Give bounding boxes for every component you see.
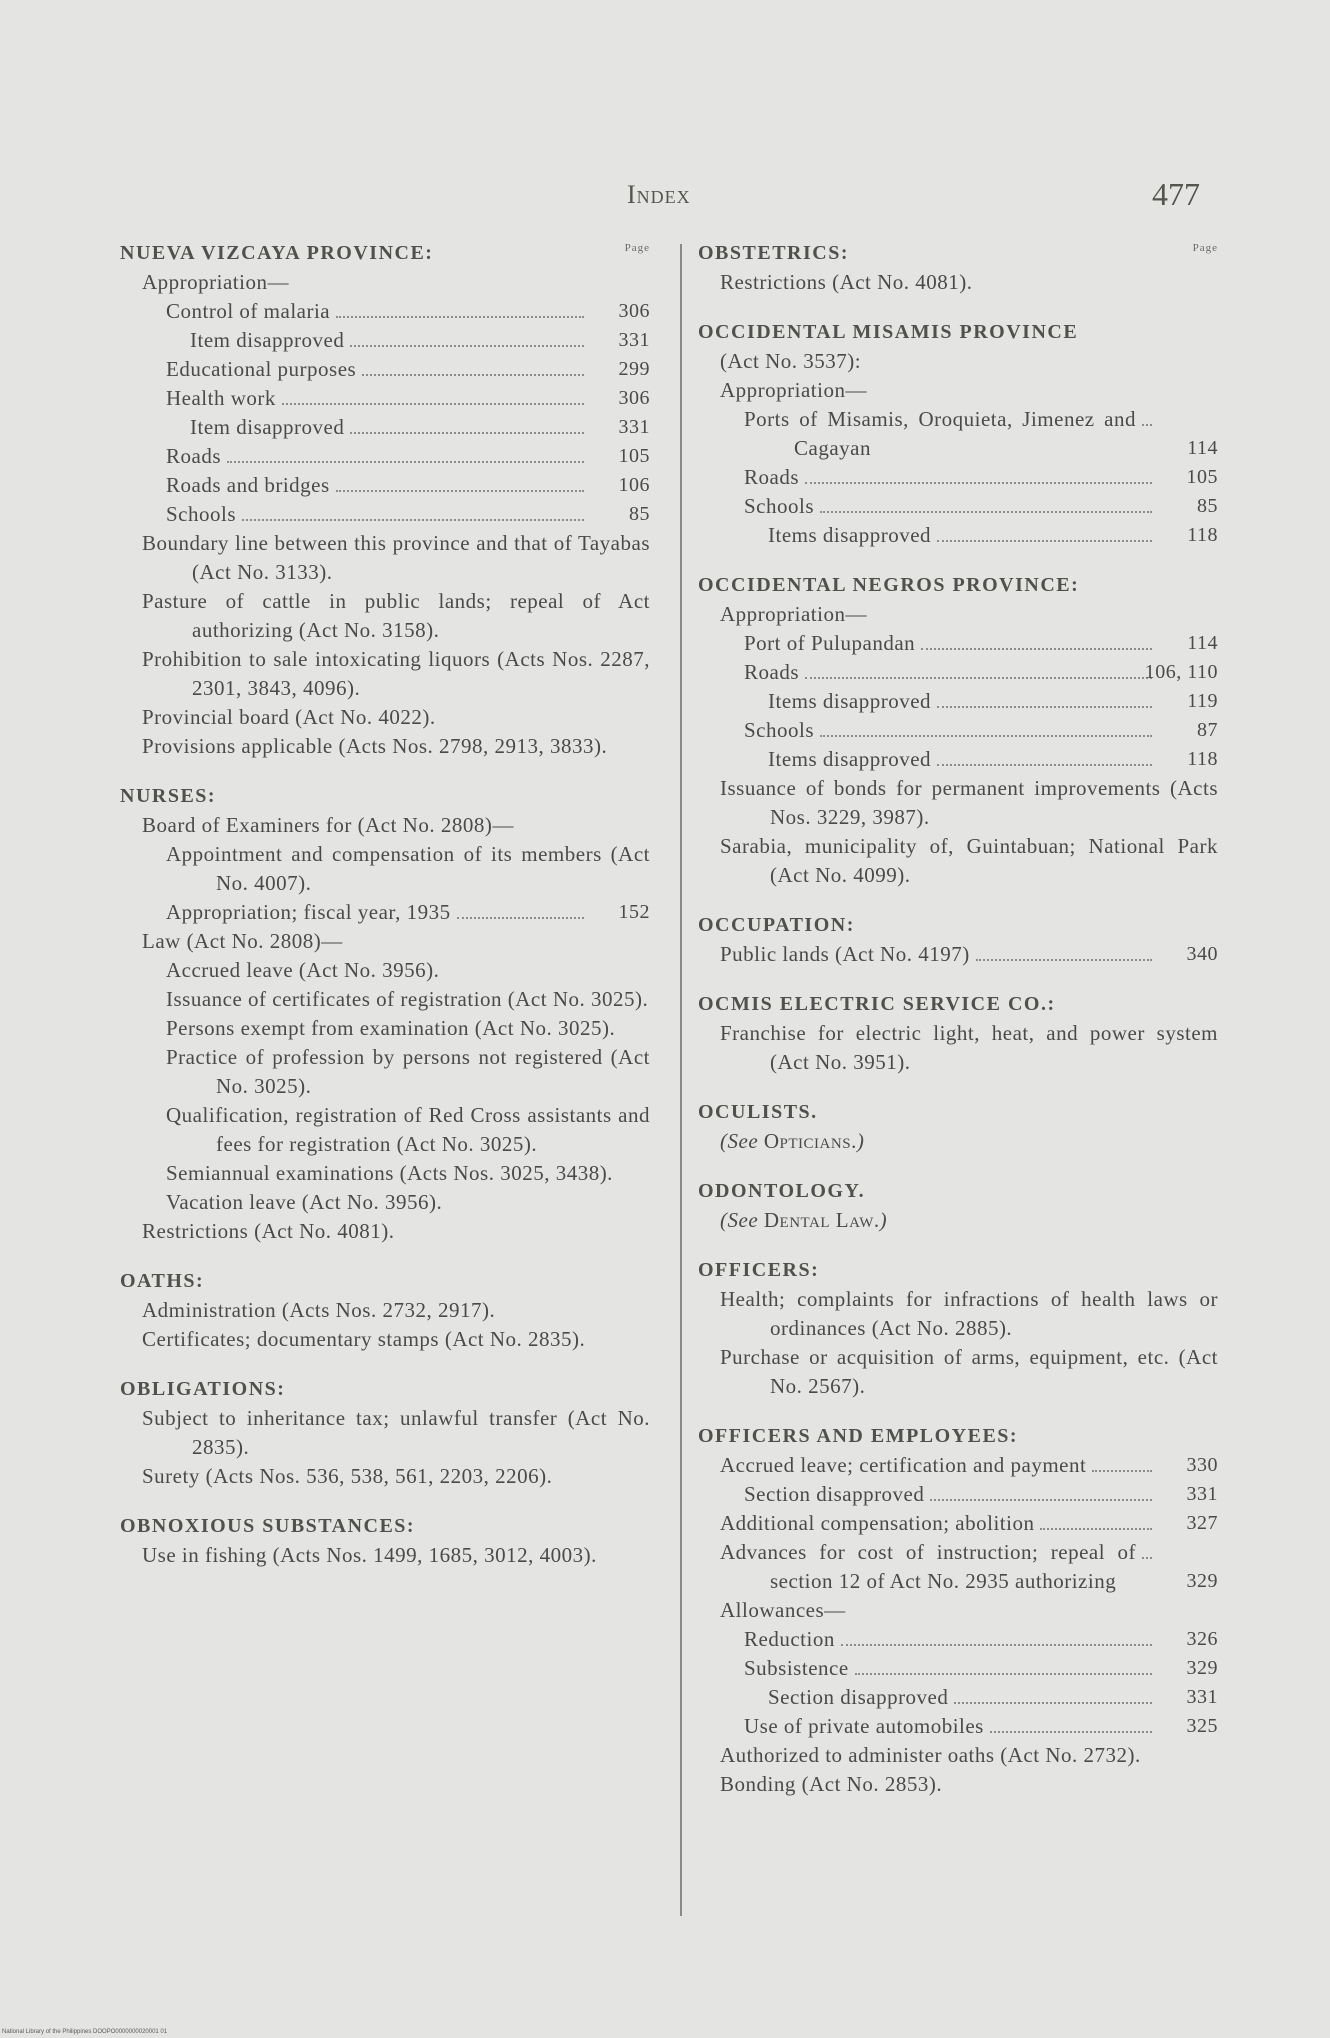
section-heading: OBNOXIOUS SUBSTANCES:: [120, 1515, 416, 1537]
entry-text: Semiannual examinations (Acts Nos. 3025, 3438).: [166, 1161, 613, 1185]
entry-text: Board of Examiners for (Act No. 2808)—: [142, 813, 514, 837]
section-heading: OCMIS ELECTRIC SERVICE CO.:: [698, 993, 1056, 1015]
entry-leader-row: [166, 898, 590, 927]
entry-page-ref: 106, 110: [1144, 661, 1218, 683]
section-heading: OFFICERS:: [698, 1259, 820, 1281]
entry-leader-row: [768, 521, 1158, 550]
index-entry: [768, 687, 1218, 716]
index-entry: [744, 1625, 1218, 1654]
index-entry: [166, 1014, 650, 1043]
entry-text: Boundary line between this province and that of Tayabas (Act No. 3133).: [142, 531, 650, 584]
entry-leader-row: [744, 1625, 1158, 1654]
index-entry: [142, 268, 650, 297]
index-entry: [768, 521, 1218, 550]
entry-page-ref: 87: [1197, 719, 1218, 741]
dot-leader: [1142, 424, 1152, 426]
entry-leader-row: [768, 745, 1158, 774]
entry-page-ref: 330: [1186, 1454, 1218, 1476]
entry-page-ref: 106: [618, 474, 650, 496]
entry-leader-row: [744, 1480, 1158, 1509]
entry-page-ref: 306: [618, 300, 650, 322]
index-entry: [720, 1343, 1218, 1401]
dot-leader: [805, 482, 1152, 484]
dot-leader: [930, 1499, 1152, 1501]
entry-text: Vacation leave (Act No. 3956).: [166, 1190, 443, 1214]
dot-leader: [954, 1702, 1152, 1704]
entry-page-ref: 118: [1187, 748, 1218, 770]
entry-text: Public lands (Act No. 4197): [720, 942, 970, 966]
entry-page-ref: 152: [618, 901, 650, 923]
index-entry: [720, 774, 1218, 832]
index-entry: [744, 492, 1218, 521]
page-number: 477: [1152, 176, 1200, 212]
entry-page-ref: 85: [1197, 495, 1218, 517]
index-section: [698, 1421, 1218, 1799]
entry-text: Surety (Acts Nos. 536, 538, 561, 2203, 2206).: [142, 1464, 553, 1488]
entry-text: Law (Act No. 2808)—: [142, 929, 343, 953]
entry-leader-row: [768, 687, 1158, 716]
entry-page-ref: 331: [1186, 1483, 1218, 1505]
entry-text: Roads: [166, 444, 221, 468]
index-entry: [166, 442, 650, 471]
see-suffix: ): [879, 1208, 888, 1232]
index-section: [698, 1255, 1218, 1401]
see-prefix: (See: [720, 1129, 759, 1153]
running-head-title: Index: [627, 180, 691, 209]
entry-page-ref: 299: [618, 358, 650, 380]
index-entry: [720, 1770, 1218, 1799]
index-section: [698, 1097, 1218, 1156]
page-column-label: Page: [1192, 242, 1218, 254]
entry-leader-row: [744, 658, 1158, 687]
entry-leader-row: [768, 1683, 1158, 1712]
section-heading-row: [698, 1097, 1218, 1127]
entry-leader-row: [744, 1712, 1158, 1741]
see-reference: [720, 1206, 1218, 1235]
entry-text: Authorized to administer oaths (Act No. 2732).: [720, 1743, 1141, 1767]
entry-text: Appointment and compensation of its members (Act No. 4007).: [166, 842, 650, 895]
index-section: [698, 317, 1218, 550]
entry-leader-row: [744, 1654, 1158, 1683]
entry-text: Issuance of bonds for permanent improvements (Acts Nos. 3229, 3987).: [720, 776, 1218, 829]
entry-text: Purchase or acquisition of arms, equipment, etc. (Act No. 2567).: [720, 1345, 1218, 1398]
entry-text: Prohibition to sale intoxicating liquors (Acts Nos. 2287, 2301, 3843, 4096).: [142, 647, 650, 700]
index-entry: [744, 1712, 1218, 1741]
entry-text: Items disapproved: [768, 747, 932, 771]
dot-leader: [921, 648, 1152, 650]
entry-page-ref: 119: [1187, 690, 1218, 712]
entry-page-ref: 327: [1186, 1512, 1218, 1534]
index-entry: [142, 1541, 650, 1570]
section-heading-row: [698, 910, 1218, 940]
entry-page-ref: 85: [629, 503, 650, 525]
column-divider: [680, 244, 682, 1916]
entry-text: Health; complaints for infractions of health laws or ordinances (Act No. 2885).: [720, 1287, 1218, 1340]
section-heading-row: [698, 989, 1218, 1019]
entry-leader-row: [166, 500, 590, 529]
entry-page-ref: 340: [1186, 943, 1218, 965]
entry-text: Port of Pulupandan: [744, 631, 916, 655]
entry-text: Use of private automobiles: [744, 1714, 984, 1738]
index-section: [698, 910, 1218, 969]
index-entry: [142, 1462, 650, 1491]
entry-text: Certificates; documentary stamps (Act No. 2835).: [142, 1327, 586, 1351]
dot-leader: [350, 432, 584, 434]
index-entry: [744, 1654, 1218, 1683]
index-entry: [166, 898, 650, 927]
entry-text: Item disapproved: [190, 328, 345, 352]
index-entry: [166, 1188, 650, 1217]
entry-page-ref: 306: [618, 387, 650, 409]
index-entry: [720, 376, 1218, 405]
section-heading: OFFICERS AND EMPLOYEES:: [698, 1425, 1019, 1447]
entry-text: Health work: [166, 386, 276, 410]
index-entry: [744, 405, 1218, 463]
entry-text: Items disapproved: [768, 523, 932, 547]
entry-text: Allowances—: [720, 1598, 846, 1622]
entry-leader-row: [166, 355, 590, 384]
dot-leader: [855, 1673, 1152, 1675]
entry-text: Section disapproved: [768, 1685, 949, 1709]
see-target: Opticians.: [763, 1129, 857, 1153]
see-prefix: (See: [720, 1208, 759, 1232]
index-entry: [720, 1509, 1218, 1538]
entry-text: Appropriation—: [720, 602, 867, 626]
entry-page-ref: 114: [1187, 437, 1218, 459]
section-heading: OCCIDENTAL MISAMIS PROVINCE: [698, 321, 1079, 343]
dot-leader: [1142, 1557, 1152, 1559]
see-target: Dental Law.: [763, 1208, 880, 1232]
entry-text: Schools: [744, 718, 815, 742]
entry-leader-row: [166, 297, 590, 326]
index-entry: [720, 1741, 1218, 1770]
index-entry: [744, 629, 1218, 658]
section-heading: OCULISTS.: [698, 1101, 818, 1123]
entry-text: Restrictions (Act No. 4081).: [720, 270, 973, 294]
entry-leader-row: [720, 1451, 1158, 1480]
dot-leader: [362, 374, 584, 376]
index-section: [698, 238, 1218, 297]
index-entry: [720, 940, 1218, 969]
dot-leader: [990, 1731, 1152, 1733]
index-entry: [768, 745, 1218, 774]
dot-leader: [227, 461, 584, 463]
section-heading-row: [120, 1266, 650, 1296]
entry-text: Roads: [744, 660, 799, 684]
section-heading-row: [698, 570, 1218, 600]
entry-page-ref: 326: [1186, 1628, 1218, 1650]
entry-text: Advances for cost of instruction; repeal of section 12 of Act No. 2935 authorizing: [720, 1540, 1136, 1593]
see-suffix: ): [856, 1129, 865, 1153]
dot-leader: [242, 519, 584, 521]
entry-text: Subsistence: [744, 1656, 849, 1680]
entry-text: Provincial board (Act No. 4022).: [142, 705, 436, 729]
entry-text: Subject to inheritance tax; unlawful transfer (Act No. 2835).: [142, 1406, 650, 1459]
entry-leader-row: [166, 442, 590, 471]
dot-leader: [976, 959, 1152, 961]
dot-leader: [937, 764, 1152, 766]
section-heading: OATHS:: [120, 1270, 205, 1292]
section-heading-row: [698, 1255, 1218, 1285]
entry-text: Pasture of cattle in public lands; repeal of Act authorizing (Act No. 3158).: [142, 589, 650, 642]
index-section: [698, 570, 1218, 890]
index-entry: [142, 927, 650, 956]
dot-leader: [1040, 1528, 1152, 1530]
index-entry: [166, 384, 650, 413]
see-reference: [720, 1127, 1218, 1156]
section-heading: NUEVA VIZCAYA PROVINCE:: [120, 242, 434, 264]
index-entry: [720, 1596, 1218, 1625]
section-heading-row: [120, 238, 650, 268]
dot-leader: [350, 345, 584, 347]
index-entry: [142, 1217, 650, 1246]
entry-page-ref: 325: [1186, 1715, 1218, 1737]
entry-text: Appropriation; fiscal year, 1935: [166, 900, 451, 924]
dot-leader: [282, 403, 584, 405]
index-entry: [142, 703, 650, 732]
index-section: [120, 1266, 650, 1354]
right-column: [698, 238, 1218, 1819]
entry-page-ref: 105: [618, 445, 650, 467]
section-heading: OCCUPATION:: [698, 914, 855, 936]
index-entry: [744, 716, 1218, 745]
dot-leader: [336, 490, 584, 492]
entry-text: Schools: [744, 494, 815, 518]
entry-text: Accrued leave; certification and payment: [720, 1453, 1087, 1477]
entry-text: Control of malaria: [166, 299, 331, 323]
entry-text: Appropriation—: [142, 270, 289, 294]
entry-leader-row: [744, 405, 1158, 463]
index-entry: [166, 297, 650, 326]
section-heading: OBSTETRICS:: [698, 242, 849, 264]
entry-text: Roads and bridges: [166, 473, 330, 497]
index-entry: [720, 832, 1218, 890]
entry-leader-row: [720, 1538, 1158, 1596]
index-entry: [166, 840, 650, 898]
section-heading: ODONTOLOGY.: [698, 1180, 866, 1202]
index-entry: [768, 1683, 1218, 1712]
entry-text: Schools: [166, 502, 237, 526]
scan-footer: National Library of the Philippines DOOPO0000000020001 01: [2, 2029, 168, 2035]
dot-leader: [336, 316, 584, 318]
entry-page-ref: 105: [1186, 466, 1218, 488]
entry-page-ref: 329: [1186, 1657, 1218, 1679]
running-head: [0, 176, 1330, 216]
page-column-label: Page: [624, 242, 650, 254]
entry-page-ref: 331: [618, 416, 650, 438]
entry-text: Ports of Misamis, Oroquieta, Jimenez and Cagayan: [744, 407, 1136, 460]
entry-text: Practice of profession by persons not registered (Act No. 3025).: [166, 1045, 650, 1098]
entry-leader-row: [720, 940, 1158, 969]
index-entry: [720, 1285, 1218, 1343]
entry-text: Accrued leave (Act No. 3956).: [166, 958, 440, 982]
entry-text: Sarabia, municipality of, Guintabuan; National Park (Act No. 4099).: [720, 834, 1218, 887]
section-heading-row: [698, 1421, 1218, 1451]
index-entry: [166, 1159, 650, 1188]
entry-leader-row: [744, 629, 1158, 658]
section-heading: OBLIGATIONS:: [120, 1378, 286, 1400]
entry-text: Roads: [744, 465, 799, 489]
index-section: [120, 238, 650, 761]
entry-text: Qualification, registration of Red Cross assistants and fees for registration (Act No. 3025).: [166, 1103, 650, 1156]
entry-leader-row: [744, 463, 1158, 492]
section-heading-row: [698, 1176, 1218, 1206]
entry-text: Educational purposes: [166, 357, 357, 381]
entry-text: Provisions applicable (Acts Nos. 2798, 2913, 3833).: [142, 734, 608, 758]
dot-leader: [841, 1644, 1152, 1646]
index-section: [698, 1176, 1218, 1235]
index-entry: [142, 1325, 650, 1354]
index-section: [120, 1374, 650, 1491]
index-entry: [166, 471, 650, 500]
dot-leader: [937, 706, 1152, 708]
entry-leader-row: [744, 492, 1158, 521]
entry-page-ref: 118: [1187, 524, 1218, 546]
dot-leader: [457, 917, 584, 919]
dot-leader: [1092, 1470, 1152, 1472]
index-entry: [142, 645, 650, 703]
entry-page-ref: 114: [1187, 632, 1218, 654]
section-heading-row: [120, 1374, 650, 1404]
index-entry: [166, 500, 650, 529]
entry-text: Persons exempt from examination (Act No. 3025).: [166, 1016, 616, 1040]
entry-text: Franchise for electric light, heat, and power system (Act No. 3951).: [720, 1021, 1218, 1074]
section-heading: OCCIDENTAL NEGROS PROVINCE:: [698, 574, 1080, 596]
index-entry: [166, 1043, 650, 1101]
entry-leader-row: [190, 326, 590, 355]
entry-text: Items disapproved: [768, 689, 932, 713]
index-entry: [142, 529, 650, 587]
entry-page-ref: 331: [618, 329, 650, 351]
entry-page-ref: 329: [1186, 1570, 1218, 1592]
section-heading: NURSES:: [120, 785, 217, 807]
index-entry: [720, 1451, 1218, 1480]
index-entry: [720, 347, 1218, 376]
index-entry: [720, 268, 1218, 297]
index-entry: [190, 326, 650, 355]
entry-text: Reduction: [744, 1627, 835, 1651]
index-entry: [744, 463, 1218, 492]
entry-text: Item disapproved: [190, 415, 345, 439]
entry-leader-row: [190, 413, 590, 442]
entry-text: Use in fishing (Acts Nos. 1499, 1685, 3012, 4003).: [142, 1543, 597, 1567]
section-heading-row: [120, 781, 650, 811]
index-entry: [720, 1538, 1218, 1596]
index-entry: [744, 658, 1218, 687]
entry-text: Restrictions (Act No. 4081).: [142, 1219, 395, 1243]
entry-text: (Act No. 3537):: [720, 349, 862, 373]
entry-text: Issuance of certificates of registration (Act No. 3025).: [166, 987, 649, 1011]
dot-leader: [820, 511, 1152, 513]
dot-leader: [820, 735, 1152, 737]
index-entry: [142, 811, 650, 840]
index-entry: [142, 732, 650, 761]
index-entry: [142, 587, 650, 645]
index-entry: [166, 355, 650, 384]
index-entry: [142, 1296, 650, 1325]
section-heading-row: [698, 317, 1218, 347]
entry-text: Appropriation—: [720, 378, 867, 402]
left-column: [120, 238, 650, 1590]
entry-page-ref: 331: [1186, 1686, 1218, 1708]
index-entry: [190, 413, 650, 442]
index-entry: [166, 985, 650, 1014]
section-heading-row: [698, 238, 1218, 268]
entry-text: Section disapproved: [744, 1482, 925, 1506]
index-section: [120, 1511, 650, 1570]
entry-leader-row: [744, 716, 1158, 745]
index-entry: [166, 1101, 650, 1159]
index-entry: [720, 600, 1218, 629]
entry-leader-row: [720, 1509, 1158, 1538]
index-entry: [142, 1404, 650, 1462]
entry-leader-row: [166, 384, 590, 413]
section-heading-row: [120, 1511, 650, 1541]
dot-leader: [937, 540, 1152, 542]
entry-text: Additional compensation; abolition: [720, 1511, 1035, 1535]
entry-text: Bonding (Act No. 2853).: [720, 1772, 943, 1796]
index-entry: [166, 956, 650, 985]
dot-leader: [805, 677, 1152, 679]
index-section: [698, 989, 1218, 1077]
entry-text: Administration (Acts Nos. 2732, 2917).: [142, 1298, 496, 1322]
entry-leader-row: [166, 471, 590, 500]
index-entry: [720, 1019, 1218, 1077]
index-entry: [744, 1480, 1218, 1509]
index-section: [120, 781, 650, 1246]
